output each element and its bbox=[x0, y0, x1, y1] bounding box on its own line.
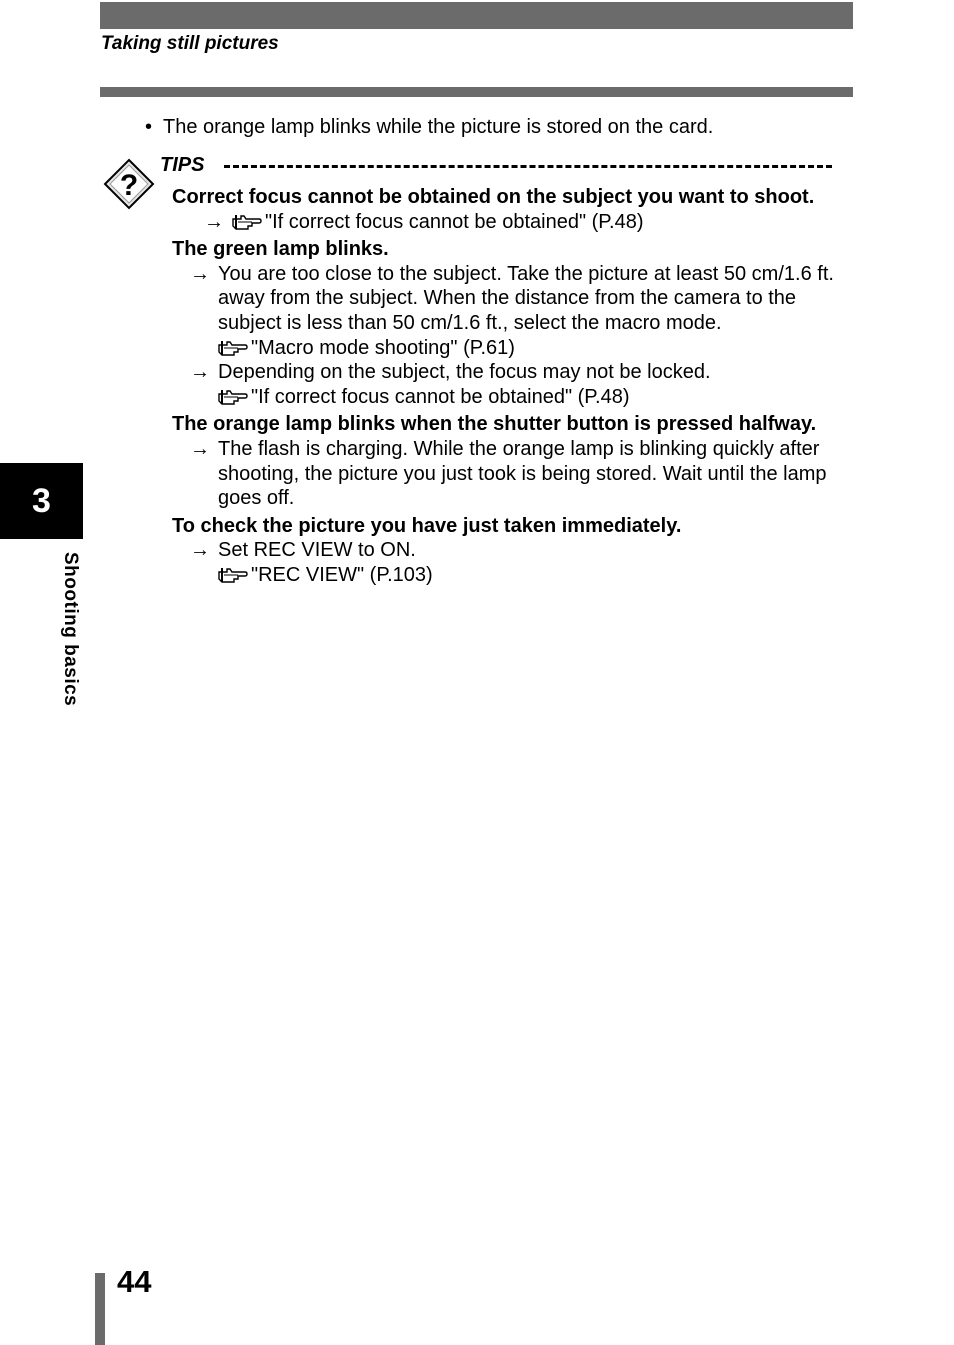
answer-text: Depending on the subject, the focus may not be locked. bbox=[218, 361, 711, 384]
pointing-hand-icon bbox=[218, 388, 248, 406]
arrow-glyph: → bbox=[190, 262, 210, 285]
answer-text: You are too close to the subject. Take the picture at least 50 cm/1.6 ft. away from the subject. When the distance from the camera to the subject is less than 50 cm/1.6 ft., select the macro mode. bbox=[218, 262, 834, 334]
intro-text: The orange lamp blinks while the picture is stored on the card. bbox=[163, 116, 714, 138]
reference-text: "REC VIEW" (P.103) bbox=[251, 563, 433, 586]
tip-answer bbox=[172, 538, 857, 563]
tip-item bbox=[172, 412, 857, 510]
tip-item bbox=[172, 185, 857, 234]
answer-text: Set REC VIEW to ON. bbox=[218, 539, 416, 562]
header-bar bbox=[100, 2, 853, 29]
tips-divider bbox=[224, 165, 832, 168]
tip-reference bbox=[172, 210, 857, 235]
arrow-glyph: → bbox=[190, 361, 210, 384]
tip-heading: The orange lamp blinks when the shutter button is pressed halfway. bbox=[172, 413, 817, 436]
answer-text: The flash is charging. While the orange lamp is blinking quickly after shooting, the picture you just took is being stored. Wait until the lamp goes off. bbox=[218, 437, 827, 510]
chapter-number-tab: 3 bbox=[0, 463, 83, 539]
tip-answer bbox=[172, 437, 857, 511]
header-rule bbox=[100, 87, 853, 97]
section-title: Taking still pictures bbox=[101, 33, 279, 54]
tip-item bbox=[172, 237, 857, 409]
chapter-title-text: Shooting basics bbox=[60, 552, 81, 707]
tip-heading: The green lamp blinks. bbox=[172, 238, 389, 261]
reference-text: "If correct focus cannot be obtained" (P.48) bbox=[251, 385, 630, 408]
tip-answer bbox=[172, 262, 857, 336]
chapter-title-vertical bbox=[53, 552, 85, 742]
tips-label: TIPS bbox=[160, 154, 205, 176]
bullet-marker: • bbox=[145, 116, 153, 138]
pointing-hand-icon bbox=[232, 213, 262, 231]
tip-answer bbox=[172, 360, 857, 385]
page-number-bar bbox=[95, 1273, 105, 1345]
reference-text: "If correct focus cannot be obtained" (P.48) bbox=[265, 210, 644, 233]
arrow-glyph: → bbox=[204, 210, 224, 233]
pointing-hand-icon bbox=[218, 339, 248, 357]
tip-heading: To check the picture you have just taken immediately. bbox=[172, 514, 682, 537]
reference-text: "Macro mode shooting" (P.61) bbox=[251, 336, 515, 359]
intro-bullet-item bbox=[145, 114, 713, 140]
arrow-glyph: → bbox=[190, 539, 210, 562]
tip-reference bbox=[172, 336, 857, 361]
pointing-hand-icon bbox=[218, 566, 248, 584]
tip-item bbox=[172, 514, 857, 588]
arrow-glyph: → bbox=[190, 437, 210, 460]
tip-heading: Correct focus cannot be obtained on the subject you want to shoot. bbox=[172, 186, 815, 208]
svg-text:?: ? bbox=[119, 169, 139, 202]
tip-reference bbox=[172, 563, 857, 588]
tips-list bbox=[172, 185, 857, 591]
question-mark-icon bbox=[103, 158, 155, 210]
tip-reference bbox=[172, 385, 857, 410]
page-number: 44 bbox=[117, 1264, 152, 1299]
